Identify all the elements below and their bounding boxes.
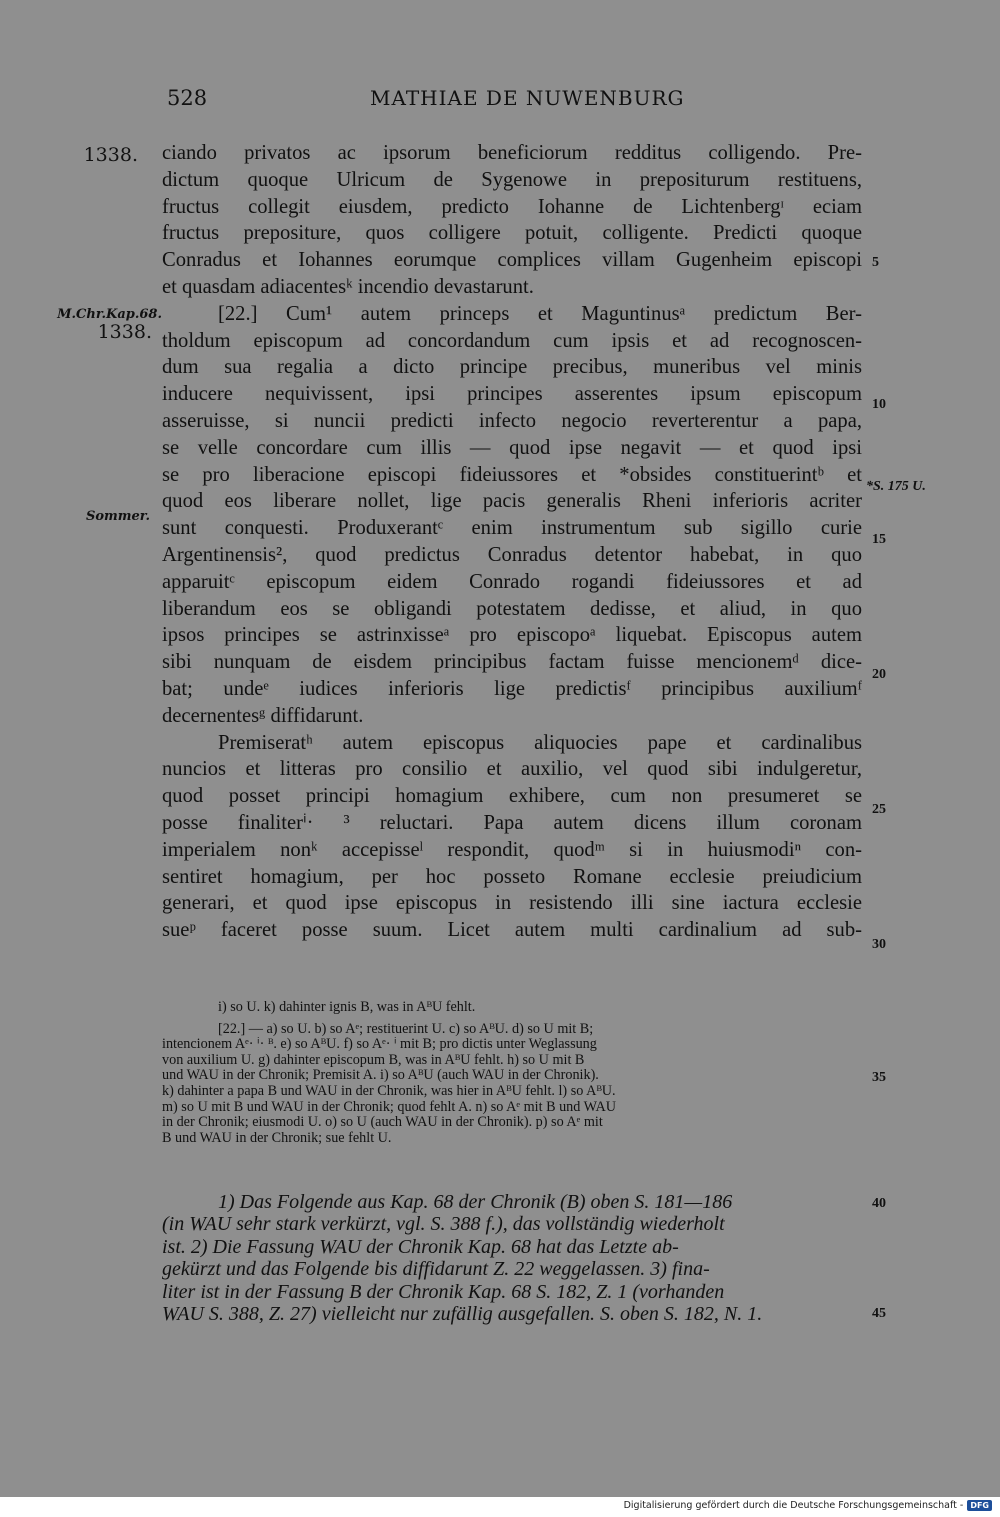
running-title: MATHIAE DE NUWENBURG [370, 86, 685, 110]
text-line: sueᵖ faceret posse suum. Licet autem multi cardinalium ad sub- [162, 919, 862, 942]
footnotes [162, 1191, 862, 1325]
text-line: ipsos principes se astrinxisseᵃ pro episcopoᵃ liquebat. Episcopus autem [162, 624, 862, 647]
critical-apparatus [162, 1000, 862, 1146]
apparatus-line: m) so U mit B und WAU in der Chronik; quod fehlt A. n) so Aᵉ mit B und WAU [162, 1098, 616, 1115]
text-line: ciando privatos ac ipsorum beneficiorum redditus colligendo. Pre- [162, 142, 862, 164]
line-number: 10 [872, 397, 886, 412]
section-start-line: [22.] Cum¹ autem princeps et Maguntinusᵃ predictum Ber- [218, 302, 862, 325]
footnote-line: (in WAU sehr stark verkürzt, vgl. S. 388 f.), das vollständig wiederholt [162, 1213, 725, 1236]
line-number: 40 [872, 1196, 886, 1211]
margin-year: 1338. [83, 144, 138, 166]
page-header [0, 86, 1000, 116]
digitization-credit [624, 1500, 992, 1511]
text-line: fructus prepositure, quos colligere potuit, colligente. Predicti quoque [162, 222, 862, 245]
text-line: tholdum episcopum ad concordandum cum ipsis et ad recognoscen- [162, 329, 862, 352]
text-line: et quasdam adiacentesᵏ incendio devastarunt. [162, 275, 534, 298]
text-line: bat; undeᵉ iudices inferioris lige predictisᶠ principibus auxiliumᶠ [162, 677, 862, 700]
line-number: 30 [872, 937, 886, 952]
text-line: se pro liberacione episcopi fideiussores et *obsides constituerintᵇ et [162, 463, 862, 486]
apparatus-line: intencionem Aᵉ· ⁱ· ᴮ. e) so AᴮU. f) so Aᵉ· ⁱ mit B; pro dictis unter Weglassung [162, 1036, 597, 1053]
text-line: quod eos liberare nollet, lige pacis generalis Rheni inferioris acriter [162, 490, 862, 513]
text-line: sibi nunquam de eisdem principibus factam fuisse mencionemᵈ dice- [162, 651, 862, 674]
paragraph-start-line: Premiseratʰ autem episcopus aliquocies pape et cardinalibus [218, 731, 862, 754]
text-line: sunt conquesti. Produxerantᶜ enim instrumentum sub sigillo curie [162, 517, 862, 540]
margin-year: 1338. [97, 321, 152, 343]
margin-season: Sommer. [85, 509, 150, 524]
apparatus-line: in der Chronik; eiusmodi U. o) so U (auch WAU in der Chronik). p) so Aᵉ mit [162, 1114, 603, 1131]
margin-chronicle-ref: M.Chr.Kap.68. [57, 307, 162, 322]
text-line: fructus collegit eiusdem, predicto Iohanne de Lichtenbergᶦ eciam [162, 195, 862, 218]
apparatus-line: und WAU in der Chronik; Premisit A. i) so AᴮU (auch WAU in der Chronik). [162, 1067, 599, 1084]
text-line: posse finaliterⁱ· ³ reluctari. Papa autem dicens illum coronam [162, 811, 862, 834]
footnote-line: WAU S. 388, Z. 27) vielleicht nur zufällig ausgefallen. S. oben S. 182, N. 1. [162, 1302, 763, 1325]
text-line: imperialem nonᵏ accepisseˡ respondit, quodᵐ si in huiusmodiⁿ con- [162, 838, 862, 861]
line-number: 5 [872, 255, 879, 270]
line-number: 25 [872, 802, 886, 817]
line-number: 20 [872, 667, 886, 682]
apparatus-line: [22.] — a) so U. b) so Aᵉ; restituerint U. c) so AᴮU. d) so U mit B; [218, 1020, 594, 1037]
line-number: 35 [872, 1070, 886, 1085]
text-line: asseruisse, si nuncii predicti infecto negocio reverterentur a papa, [162, 409, 862, 432]
line-number: 45 [872, 1306, 886, 1321]
text-line: liberandum eos se obligandi potestatem dedisse, et aliud, in quo [162, 597, 862, 620]
credit-text: Digitalisierung gefördert durch die Deutsche Forschungsgemeinschaft - [623, 1500, 964, 1511]
apparatus-line: k) dahinter a papa B und WAU in der Chronik, was hier in AᴮU fehlt. l) so AᴮU. [162, 1082, 616, 1099]
text-line: decernentesᵍ diffidarunt. [162, 704, 364, 727]
footnote-line: 1) Das Folgende aus Kap. 68 der Chronik (B) oben S. 181—186 [218, 1191, 733, 1213]
line-number: 15 [872, 532, 886, 547]
dfg-logo-icon[interactable]: DFG [967, 1500, 992, 1511]
page-number: 528 [167, 86, 208, 110]
footnote-line: ist. 2) Die Fassung WAU der Chronik Kap. 68 hat das Letzte ab- [162, 1235, 679, 1258]
text-line: inducere nequivissent, ipsi principes asserentes ipsum episcopum [162, 383, 862, 406]
text-line: Argentinensis², quod predictus Conradus detentor habebat, in quo [162, 543, 862, 566]
apparatus-line: von auxilium U. g) dahinter episcopum B, was in AᴮU fehlt. h) so U mit B [162, 1051, 585, 1068]
text-line: quod posset principi homagium exhibere, cum non presumeret se [162, 785, 862, 808]
text-line: Conradus et Iohannes eorumque complices villam Gugenheim episcopi [162, 249, 862, 272]
footnote-line: gekürzt und das Folgende bis diffidarunt Z. 22 weggelassen. 3) fina- [162, 1258, 710, 1281]
footnote-line: liter ist in der Fassung B der Chronik Kap. 68 S. 182, Z. 1 (vorhanden [162, 1280, 725, 1303]
text-line: se velle concordare cum illis — quod ipse negavit — et quod ipsi [162, 436, 862, 459]
apparatus-line: i) so U. k) dahinter ignis B, was in AᴮU fehlt. [218, 999, 476, 1015]
text-line: sentiret homagium, per hoc posseto Romane ecclesie preiudicium [162, 865, 862, 888]
text-line: generari, et quod ipse episcopus in resistendo illi sine iactura ecclesie [162, 892, 862, 915]
apparatus-line: B und WAU in der Chronik; sue fehlt U. [162, 1129, 392, 1146]
text-line: nuncios et litteras pro consilio et auxilio, vel quod sibi indulgeretur, [162, 758, 862, 781]
main-text [162, 140, 862, 944]
text-line: dum sua regalia a dicto principe precibus, muneribus vel minis [162, 356, 862, 379]
text-line: apparuitᶜ episcopum eidem Conrado rogandi fideiussores et ad [162, 570, 862, 593]
text-line: dictum quoque Ulricum de Sygenowe in prepositurum restituens, [162, 168, 862, 191]
margin-page-ref: *S. 175 U. [866, 479, 926, 494]
